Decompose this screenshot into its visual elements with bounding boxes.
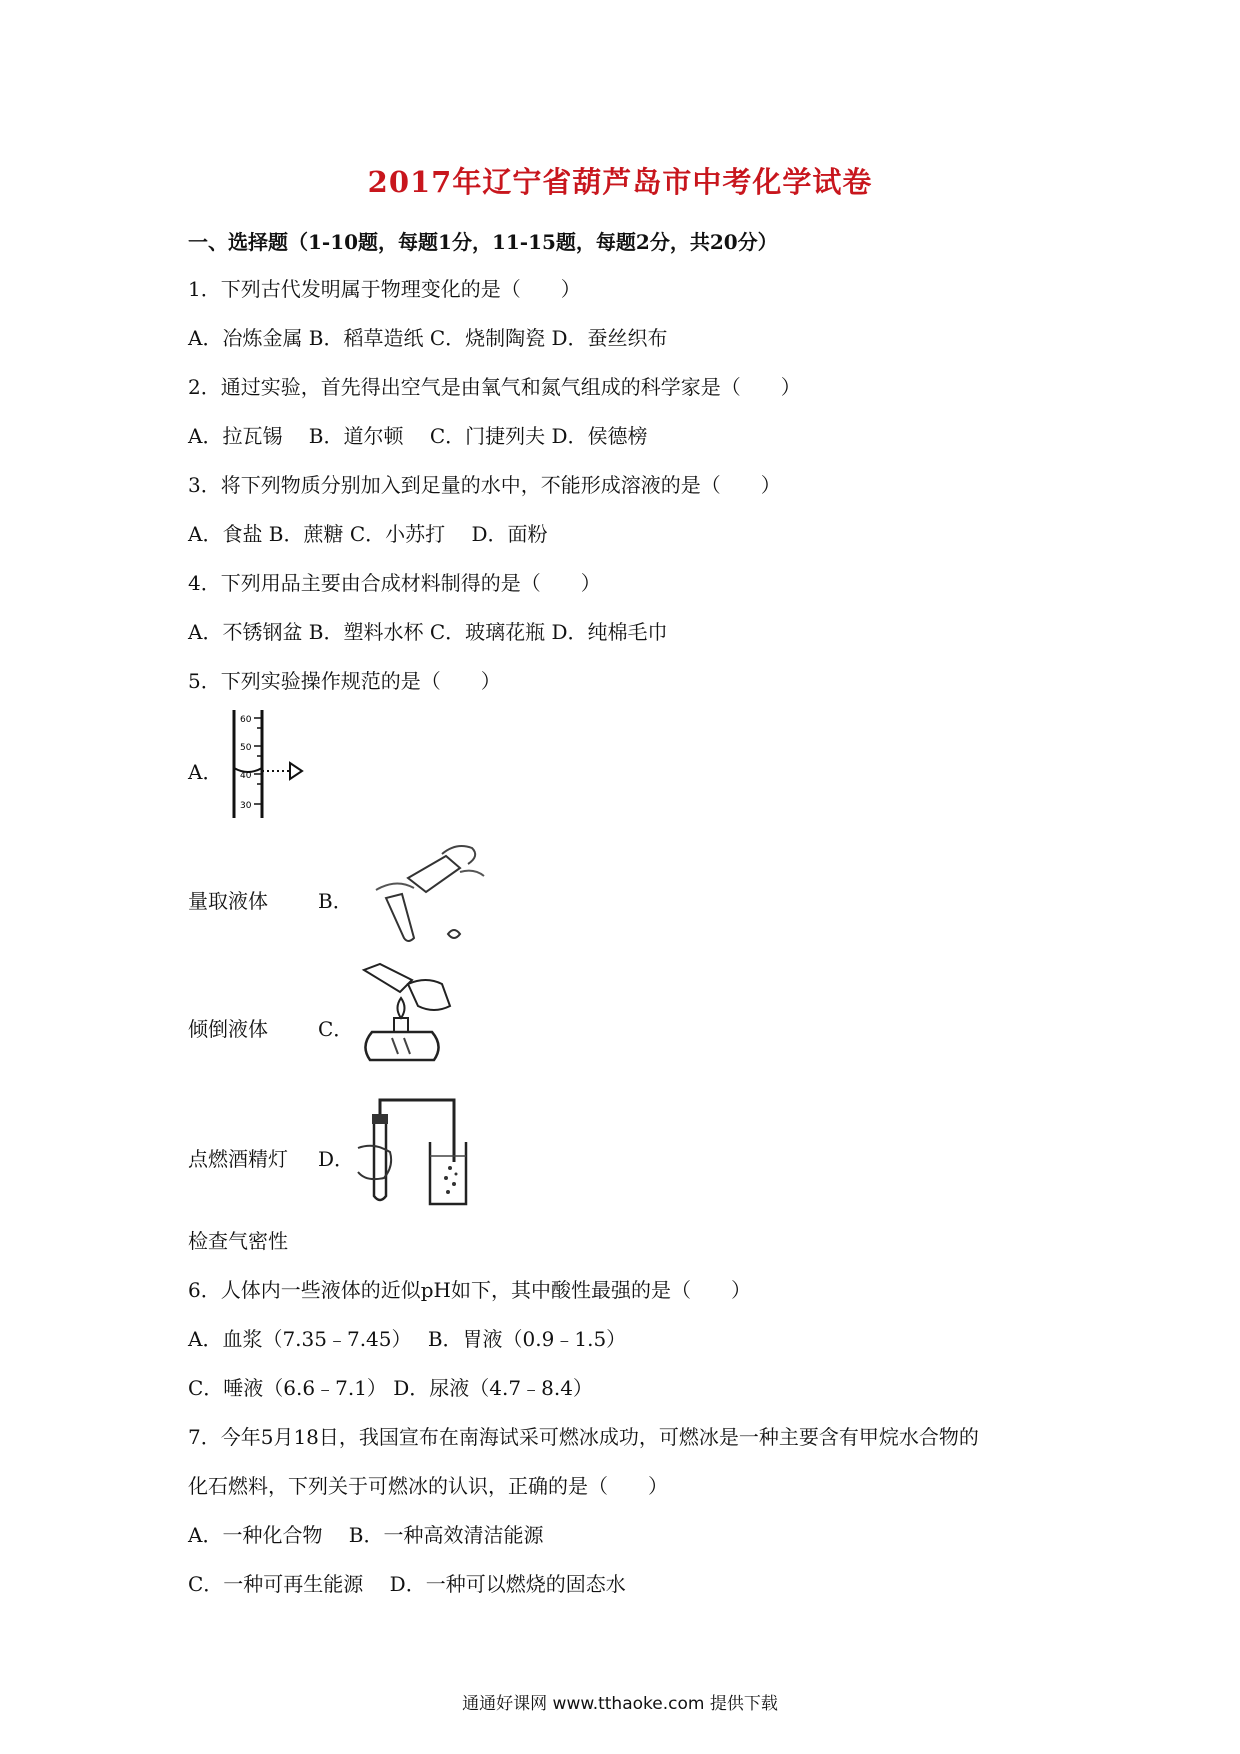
q1-options: A．冶炼金属 B．稻草造纸 C．烧制陶瓷 D．蚕丝织布 (188, 326, 668, 350)
graduated-cylinder-figure (226, 708, 316, 820)
q5-option-b-caption: 倾倒液体 (188, 1017, 268, 1041)
q7-stem-line1: 7．今年5月18日，我国宣布在南海试采可燃冰成功，可燃冰是一种主要含有甲烷水合物的 (188, 1425, 979, 1449)
q7-options-row2: C．一种可再生能源 D．一种可以燃烧的固态水 (188, 1572, 626, 1596)
q6-options-row2: C．唾液（6.6﹣7.1） D．尿液（4.7﹣8.4） (188, 1376, 593, 1400)
q5-option-c-caption: 点燃酒精灯 (188, 1147, 288, 1171)
section-heading: 一、选择题（1-10题，每题1分，11-15题，每题2分，共20分） (188, 230, 778, 254)
tick-label: 40 (240, 771, 252, 781)
q5-option-b-label: B． (318, 889, 353, 913)
q5-option-c-label: C． (318, 1017, 354, 1041)
q3-options: A．食盐 B．蔗糖 C．小苏打 D．面粉 (188, 522, 548, 546)
tick-label: 60 (240, 715, 252, 725)
q7-stem-line2: 化石燃料，下列关于可燃冰的认识，正确的是（ ） (188, 1474, 668, 1498)
tick-label: 50 (240, 743, 252, 753)
q4-options: A．不锈钢盆 B．塑料水杯 C．玻璃花瓶 D．纯棉毛巾 (188, 620, 668, 644)
page-title: 2017年辽宁省葫芦岛市中考化学试卷 (367, 165, 873, 199)
alcohol-lamp-figure (354, 962, 460, 1072)
airtightness-check-figure (354, 1092, 470, 1208)
q5-option-d-caption: 检查气密性 (188, 1229, 288, 1253)
q5-option-a-caption: 量取液体 (188, 889, 268, 913)
q7-options-row1: A．一种化合物 B．一种高效清洁能源 (188, 1523, 544, 1547)
pouring-liquid-figure (356, 838, 496, 948)
q6-stem: 6．人体内一些液体的近似pH如下，其中酸性最强的是（ ） (188, 1278, 751, 1302)
q1-stem: 1．下列古代发明属于物理变化的是（ ） (188, 277, 581, 301)
tick-label: 30 (240, 801, 252, 811)
footer-credit: 通通好课网 www.tthaoke.com 提供下载 (462, 1694, 778, 1714)
q5-option-a-label: A． (188, 760, 223, 784)
q6-options-row1: A．血浆（7.35﹣7.45） B．胃液（0.9﹣1.5） (188, 1327, 627, 1351)
q2-stem: 2．通过实验，首先得出空气是由氧气和氮气组成的科学家是（ ） (188, 375, 801, 399)
q5-stem: 5．下列实验操作规范的是（ ） (188, 669, 501, 693)
q3-stem: 3．将下列物质分别加入到足量的水中，不能形成溶液的是（ ） (188, 473, 781, 497)
q5-option-d-label: D． (318, 1147, 355, 1171)
q2-options: A．拉瓦锡 B．道尔顿 C．门捷列夫 D．侯德榜 (188, 424, 648, 448)
q4-stem: 4．下列用品主要由合成材料制得的是（ ） (188, 571, 601, 595)
